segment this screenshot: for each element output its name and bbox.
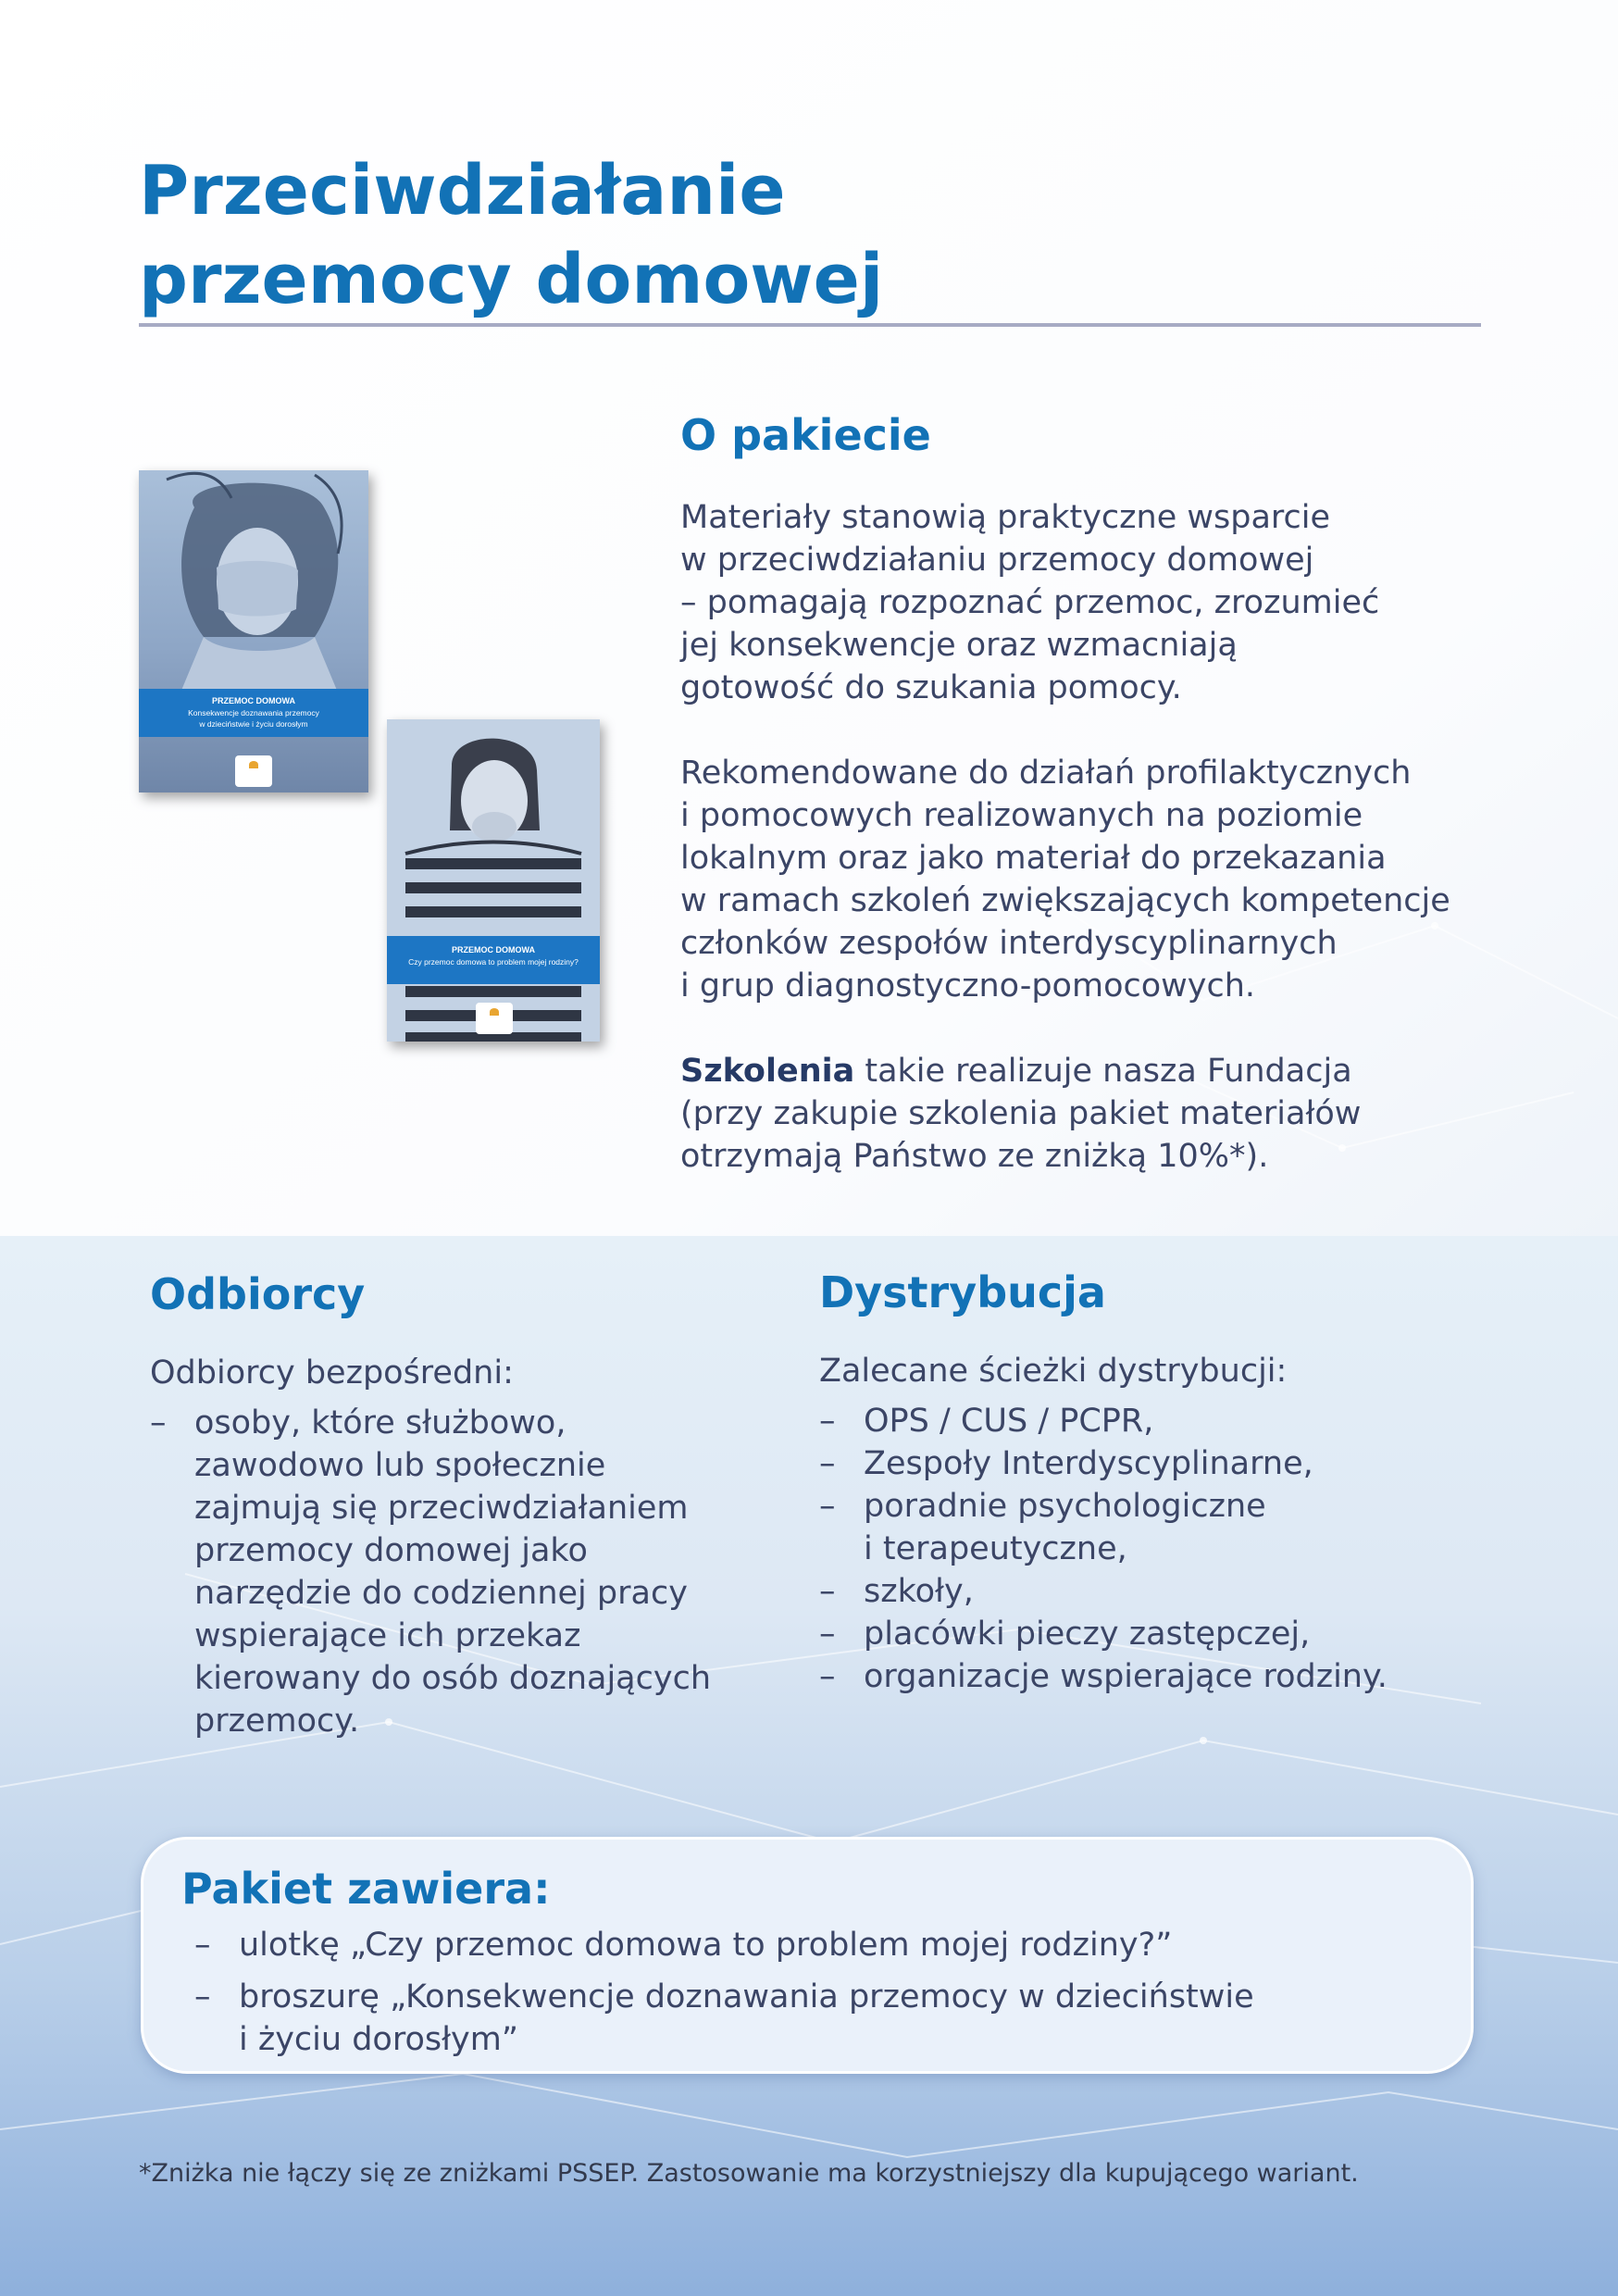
dash-bullet: – (819, 1445, 836, 1482)
list-item (819, 1442, 1541, 1485)
distribution-list (819, 1400, 1541, 1698)
discount-footnote: *Zniżka nie łączy się ze zniżkami PSSEP. Zastosowanie ma korzystniejszy dla kupującego wariant. (139, 2159, 1359, 2188)
about-text (680, 496, 1532, 1220)
list-item-text: szkoły, (864, 1573, 974, 1610)
dash-bullet: – (819, 1403, 836, 1440)
cover-series: PRZEMOC DOMOWA (452, 945, 535, 955)
page-title-line1: Przeciwdziałanie (139, 151, 786, 231)
package-heading: Pakiet zawiera: (181, 1864, 551, 1914)
list-item-text: placówki pieczy zastępczej, (864, 1616, 1311, 1653)
about-paragraph: Materiały stanowią praktyczne wsparcie w przeciwdziałaniu przemocy domowej – pomagają rozpoznać przemoc, zrozumieć jej konsekwencje oraz wzmacniają gotowość do szukania pomocy. (680, 499, 1380, 706)
dash-bullet: – (819, 1573, 836, 1610)
list-item-text: organizacje wspierające rodziny. (864, 1658, 1388, 1695)
list-item-text: poradnie psychologiczne i terapeutyczne, (864, 1488, 1266, 1567)
leaflet-cover-image (387, 719, 600, 1042)
title-divider (139, 323, 1481, 327)
recipients-section (150, 1352, 816, 1742)
publisher-logo (235, 755, 272, 787)
cover-subtitle: Konsekwencje doznawania przemocy (188, 708, 319, 718)
dash-bullet: – (819, 1488, 836, 1525)
list-item (819, 1570, 1541, 1613)
list-item (819, 1613, 1541, 1655)
list-item (819, 1400, 1541, 1442)
about-heading: O pakiecie (680, 410, 931, 460)
girl-covering-mouth-photo (387, 719, 600, 1042)
dash-bullet: – (819, 1658, 836, 1695)
package-list (194, 1924, 1453, 2061)
cover-title-band (387, 936, 600, 984)
cover-subtitle: w dzieciństwie i życiu dorosłym (199, 719, 308, 729)
list-item (819, 1655, 1541, 1698)
list-item (819, 1485, 1541, 1570)
recipients-heading: Odbiorcy (150, 1269, 366, 1319)
distribution-heading: Dystrybucja (819, 1267, 1106, 1317)
distribution-intro: Zalecane ścieżki dystrybucji: (819, 1353, 1288, 1390)
list-item-text: ulotkę „Czy przemoc domowa to problem mojej rodziny?” (239, 1927, 1173, 1964)
recipients-intro: Odbiorcy bezpośredni: (150, 1354, 514, 1391)
list-item-text: Zespoły Interdyscyplinarne, (864, 1445, 1313, 1482)
brochure-cover-image (139, 470, 368, 792)
training-paragraph (680, 1050, 1532, 1178)
cover-subtitle: Czy przemoc domowa to problem mojej rodziny? (408, 957, 579, 967)
about-paragraph: Rekomendowane do działań profilaktycznych i pomocowych realizowanych na poziomie lokalnym oraz jako materiał do przekazania w ramach szkoleń zwiększających kompetencje członków zespołów interdyscyplinarnych i grup diagnostyczno-pomocowych. (680, 755, 1450, 1004)
package-section (194, 1924, 1453, 2061)
training-text: takie realizuje nasza Fundacja (przy zakupie szkolenia pakiet materiałów otrzymają Państwo ze zniżką 10%*). (680, 1053, 1362, 1175)
dash-bullet: – (194, 1978, 211, 2015)
list-item (194, 1924, 1453, 1966)
logo-mark-icon (249, 761, 258, 768)
cover-series: PRZEMOC DOMOWA (212, 696, 295, 705)
list-item-text: broszurę „Konsekwencje doznawania przemocy w dzieciństwie i życiu dorosłym” (239, 1978, 1254, 2058)
page-title (139, 146, 1342, 324)
woman-covering-face-photo (139, 470, 368, 792)
cover-title-band (139, 689, 368, 737)
publisher-logo (476, 1003, 513, 1034)
list-item (194, 1976, 1453, 2061)
list-item (150, 1402, 816, 1742)
dash-bullet: – (194, 1927, 211, 1964)
list-item-text: OPS / CUS / PCPR, (864, 1403, 1154, 1440)
logo-mark-icon (490, 1008, 499, 1016)
list-item-text: osoby, które służbowo, zawodowo lub społecznie zajmują się przeciwdziałaniem przemocy domowej jako narzędzie do codziennej pracy wspierające ich przekaz kierowany do osób doznających przemocy. (194, 1404, 712, 1740)
recipients-list (150, 1402, 816, 1742)
page-title-line2: przemocy domowej (139, 240, 884, 319)
training-bold-label: Szkolenia (680, 1053, 855, 1090)
distribution-section (819, 1350, 1541, 1698)
dash-bullet: – (819, 1616, 836, 1653)
dash-bullet: – (150, 1404, 167, 1441)
